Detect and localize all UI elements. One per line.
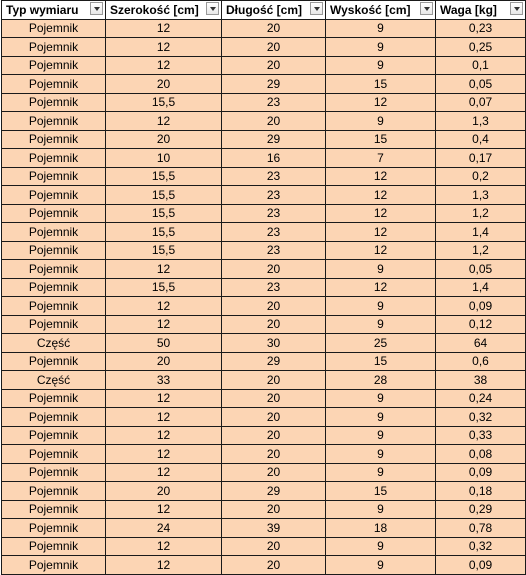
table-row: [2, 186, 526, 205]
cell-szerokosc[interactable]: 12: [106, 500, 222, 519]
cell-dlugosc[interactable]: 20: [222, 112, 326, 131]
cell-typ-wymiaru[interactable]: Pojemnik: [2, 149, 106, 168]
table-row: [2, 167, 526, 186]
cell-szerokosc[interactable]: 15,5: [106, 241, 222, 260]
cell-wyskosc[interactable]: 9: [326, 19, 436, 38]
cell-waga[interactable]: 0,05: [436, 75, 526, 94]
cell-dlugosc[interactable]: 23: [222, 223, 326, 242]
table-row: [2, 93, 526, 112]
cell-wyskosc[interactable]: 9: [326, 408, 436, 427]
cell-wyskosc[interactable]: 9: [326, 537, 436, 556]
cell-dlugosc[interactable]: 30: [222, 334, 326, 353]
cell-typ-wymiaru[interactable]: Pojemnik: [2, 556, 106, 575]
cell-waga[interactable]: 1,3: [436, 186, 526, 205]
cell-szerokosc[interactable]: 12: [106, 463, 222, 482]
cell-waga[interactable]: 0,32: [436, 408, 526, 427]
filter-dropdown-icon[interactable]: [90, 2, 103, 15]
cell-dlugosc[interactable]: 20: [222, 371, 326, 390]
cell-szerokosc[interactable]: 12: [106, 315, 222, 334]
cell-dlugosc[interactable]: 23: [222, 167, 326, 186]
cell-dlugosc[interactable]: 20: [222, 315, 326, 334]
cell-typ-wymiaru[interactable]: Pojemnik: [2, 519, 106, 538]
cell-wyskosc[interactable]: 9: [326, 389, 436, 408]
cell-wyskosc[interactable]: 15: [326, 352, 436, 371]
cell-typ-wymiaru[interactable]: Pojemnik: [2, 315, 106, 334]
cell-typ-wymiaru[interactable]: Pojemnik: [2, 260, 106, 279]
cell-waga[interactable]: 0,17: [436, 149, 526, 168]
cell-waga[interactable]: 0,07: [436, 93, 526, 112]
cell-wyskosc[interactable]: 7: [326, 149, 436, 168]
cell-waga[interactable]: 1,4: [436, 223, 526, 242]
cell-dlugosc[interactable]: 23: [222, 186, 326, 205]
column-header-wyskosc[interactable]: [326, 1, 436, 20]
cell-dlugosc[interactable]: 23: [222, 241, 326, 260]
cell-szerokosc[interactable]: 20: [106, 130, 222, 149]
cell-waga[interactable]: 1,4: [436, 278, 526, 297]
table-row: [2, 389, 526, 408]
filter-dropdown-icon[interactable]: [310, 2, 323, 15]
table-header: [2, 1, 526, 20]
cell-waga[interactable]: 0,4: [436, 130, 526, 149]
cell-dlugosc[interactable]: 20: [222, 389, 326, 408]
cell-dlugosc[interactable]: 20: [222, 19, 326, 38]
cell-typ-wymiaru[interactable]: Pojemnik: [2, 537, 106, 556]
cell-typ-wymiaru[interactable]: Pojemnik: [2, 482, 106, 501]
cell-typ-wymiaru[interactable]: Część: [2, 334, 106, 353]
cell-waga[interactable]: 38: [436, 371, 526, 390]
table-row: [2, 204, 526, 223]
cell-waga[interactable]: 0,08: [436, 445, 526, 464]
cell-typ-wymiaru[interactable]: Pojemnik: [2, 38, 106, 57]
column-header-label: Długość [cm]: [226, 2, 303, 17]
cell-szerokosc[interactable]: 12: [106, 408, 222, 427]
table-row: [2, 315, 526, 334]
cell-szerokosc[interactable]: 15,5: [106, 93, 222, 112]
cell-waga[interactable]: 0,09: [436, 463, 526, 482]
cell-waga[interactable]: 0,78: [436, 519, 526, 538]
table-row: [2, 38, 526, 57]
cell-wyskosc[interactable]: 12: [326, 167, 436, 186]
cell-typ-wymiaru[interactable]: Pojemnik: [2, 463, 106, 482]
cell-dlugosc[interactable]: 20: [222, 556, 326, 575]
cell-typ-wymiaru[interactable]: Pojemnik: [2, 297, 106, 316]
cell-szerokosc[interactable]: 20: [106, 482, 222, 501]
cell-szerokosc[interactable]: 12: [106, 297, 222, 316]
filter-dropdown-icon[interactable]: [510, 2, 523, 15]
cell-dlugosc[interactable]: 20: [222, 426, 326, 445]
header-row: [2, 1, 526, 20]
table-row: [2, 352, 526, 371]
cell-typ-wymiaru[interactable]: Pojemnik: [2, 56, 106, 75]
cell-typ-wymiaru[interactable]: Pojemnik: [2, 93, 106, 112]
table-row: [2, 519, 526, 538]
cell-waga[interactable]: 0,29: [436, 500, 526, 519]
cell-szerokosc[interactable]: 15,5: [106, 278, 222, 297]
cell-szerokosc[interactable]: 15,5: [106, 204, 222, 223]
table-row: [2, 334, 526, 353]
cell-wyskosc[interactable]: 9: [326, 426, 436, 445]
column-header-waga[interactable]: [436, 1, 526, 20]
cell-szerokosc[interactable]: 20: [106, 75, 222, 94]
column-header-label: Wyskość [cm]: [330, 2, 411, 17]
cell-wyskosc[interactable]: 9: [326, 315, 436, 334]
spreadsheet-table: [1, 0, 526, 575]
cell-wyskosc[interactable]: 28: [326, 371, 436, 390]
cell-szerokosc[interactable]: 12: [106, 537, 222, 556]
cell-szerokosc[interactable]: 50: [106, 334, 222, 353]
table-row: [2, 56, 526, 75]
cell-waga[interactable]: 0,05: [436, 260, 526, 279]
cell-typ-wymiaru[interactable]: Pojemnik: [2, 352, 106, 371]
table-row: [2, 463, 526, 482]
cell-dlugosc[interactable]: 29: [222, 130, 326, 149]
cell-szerokosc[interactable]: 12: [106, 556, 222, 575]
cell-dlugosc[interactable]: 20: [222, 38, 326, 57]
cell-wyskosc[interactable]: 9: [326, 260, 436, 279]
cell-wyskosc[interactable]: 9: [326, 445, 436, 464]
column-header-szerokosc[interactable]: [106, 1, 222, 20]
cell-szerokosc[interactable]: 12: [106, 38, 222, 57]
column-header-label: Typ wymiaru: [6, 2, 79, 17]
cell-dlugosc[interactable]: 29: [222, 75, 326, 94]
table-row: [2, 241, 526, 260]
cell-wyskosc[interactable]: 15: [326, 482, 436, 501]
cell-szerokosc[interactable]: 15,5: [106, 167, 222, 186]
cell-typ-wymiaru[interactable]: Pojemnik: [2, 241, 106, 260]
cell-szerokosc[interactable]: 12: [106, 426, 222, 445]
cell-typ-wymiaru[interactable]: Pojemnik: [2, 204, 106, 223]
cell-szerokosc[interactable]: 24: [106, 519, 222, 538]
column-header-label: Szerokość [cm]: [110, 2, 199, 17]
cell-typ-wymiaru[interactable]: Pojemnik: [2, 75, 106, 94]
cell-waga[interactable]: 0,24: [436, 389, 526, 408]
cell-wyskosc[interactable]: 9: [326, 38, 436, 57]
cell-dlugosc[interactable]: 20: [222, 537, 326, 556]
cell-wyskosc[interactable]: 9: [326, 556, 436, 575]
table-row: [2, 223, 526, 242]
cell-typ-wymiaru[interactable]: Pojemnik: [2, 408, 106, 427]
cell-dlugosc[interactable]: 29: [222, 482, 326, 501]
column-header-label: Waga [kg]: [440, 2, 497, 17]
cell-szerokosc[interactable]: 12: [106, 19, 222, 38]
cell-typ-wymiaru[interactable]: Pojemnik: [2, 167, 106, 186]
cell-dlugosc[interactable]: 23: [222, 93, 326, 112]
table-row: [2, 537, 526, 556]
cell-dlugosc[interactable]: 29: [222, 352, 326, 371]
cell-dlugosc[interactable]: 20: [222, 500, 326, 519]
cell-dlugosc[interactable]: 23: [222, 204, 326, 223]
cell-szerokosc[interactable]: 12: [106, 445, 222, 464]
cell-wyskosc[interactable]: 9: [326, 463, 436, 482]
cell-waga[interactable]: 0,1: [436, 56, 526, 75]
cell-typ-wymiaru[interactable]: Pojemnik: [2, 223, 106, 242]
cell-szerokosc[interactable]: 33: [106, 371, 222, 390]
table-row: [2, 112, 526, 131]
table-row: [2, 500, 526, 519]
cell-wyskosc[interactable]: 18: [326, 519, 436, 538]
cell-typ-wymiaru[interactable]: Pojemnik: [2, 426, 106, 445]
table-row: [2, 278, 526, 297]
table-row: [2, 408, 526, 427]
cell-dlugosc[interactable]: 20: [222, 408, 326, 427]
table-row: [2, 556, 526, 575]
cell-waga[interactable]: 0,32: [436, 537, 526, 556]
cell-wyskosc[interactable]: 12: [326, 93, 436, 112]
cell-dlugosc[interactable]: 20: [222, 445, 326, 464]
cell-waga[interactable]: 1,3: [436, 112, 526, 131]
cell-dlugosc[interactable]: 20: [222, 463, 326, 482]
cell-wyskosc[interactable]: 12: [326, 278, 436, 297]
table-row: [2, 445, 526, 464]
cell-waga[interactable]: 0,18: [436, 482, 526, 501]
cell-typ-wymiaru[interactable]: Część: [2, 371, 106, 390]
cell-typ-wymiaru[interactable]: Pojemnik: [2, 112, 106, 131]
cell-typ-wymiaru[interactable]: Pojemnik: [2, 500, 106, 519]
cell-waga[interactable]: 0,09: [436, 556, 526, 575]
cell-typ-wymiaru[interactable]: Pojemnik: [2, 445, 106, 464]
cell-waga[interactable]: 0,33: [436, 426, 526, 445]
cell-waga[interactable]: 0,6: [436, 352, 526, 371]
cell-wyskosc[interactable]: 25: [326, 334, 436, 353]
table-row: [2, 426, 526, 445]
cell-wyskosc[interactable]: 12: [326, 204, 436, 223]
cell-waga[interactable]: 1,2: [436, 241, 526, 260]
cell-dlugosc[interactable]: 20: [222, 260, 326, 279]
cell-waga[interactable]: 0,2: [436, 167, 526, 186]
table-row: [2, 297, 526, 316]
cell-waga[interactable]: 64: [436, 334, 526, 353]
cell-wyskosc[interactable]: 9: [326, 112, 436, 131]
column-header-dlugosc[interactable]: [222, 1, 326, 20]
cell-szerokosc[interactable]: 15,5: [106, 186, 222, 205]
cell-dlugosc[interactable]: 20: [222, 56, 326, 75]
cell-waga[interactable]: 0,23: [436, 19, 526, 38]
cell-wyskosc[interactable]: 9: [326, 500, 436, 519]
cell-typ-wymiaru[interactable]: Pojemnik: [2, 19, 106, 38]
cell-wyskosc[interactable]: 12: [326, 186, 436, 205]
cell-szerokosc[interactable]: 12: [106, 389, 222, 408]
cell-szerokosc[interactable]: 12: [106, 56, 222, 75]
cell-typ-wymiaru[interactable]: Pojemnik: [2, 389, 106, 408]
cell-szerokosc[interactable]: 15,5: [106, 223, 222, 242]
cell-waga[interactable]: 1,2: [436, 204, 526, 223]
cell-typ-wymiaru[interactable]: Pojemnik: [2, 278, 106, 297]
table-body: [2, 19, 526, 574]
cell-dlugosc[interactable]: 23: [222, 278, 326, 297]
cell-waga[interactable]: 0,09: [436, 297, 526, 316]
cell-dlugosc[interactable]: 39: [222, 519, 326, 538]
filter-dropdown-icon[interactable]: [420, 2, 433, 15]
table-row: [2, 149, 526, 168]
cell-wyskosc[interactable]: 15: [326, 75, 436, 94]
table-row: [2, 75, 526, 94]
cell-dlugosc[interactable]: 20: [222, 297, 326, 316]
table-row: [2, 19, 526, 38]
cell-szerokosc[interactable]: 12: [106, 112, 222, 131]
table-row: [2, 260, 526, 279]
cell-szerokosc[interactable]: 12: [106, 260, 222, 279]
cell-szerokosc[interactable]: 20: [106, 352, 222, 371]
cell-typ-wymiaru[interactable]: Pojemnik: [2, 186, 106, 205]
cell-wyskosc[interactable]: 12: [326, 241, 436, 260]
column-header-typ-wymiaru[interactable]: [2, 1, 106, 20]
table-row: [2, 130, 526, 149]
cell-wyskosc[interactable]: 9: [326, 56, 436, 75]
filter-dropdown-icon[interactable]: [206, 2, 219, 15]
cell-dlugosc[interactable]: 16: [222, 149, 326, 168]
cell-szerokosc[interactable]: 10: [106, 149, 222, 168]
cell-waga[interactable]: 0,12: [436, 315, 526, 334]
cell-wyskosc[interactable]: 9: [326, 297, 436, 316]
cell-wyskosc[interactable]: 12: [326, 223, 436, 242]
cell-wyskosc[interactable]: 15: [326, 130, 436, 149]
cell-waga[interactable]: 0,25: [436, 38, 526, 57]
table-row: [2, 482, 526, 501]
cell-typ-wymiaru[interactable]: Pojemnik: [2, 130, 106, 149]
table-row: [2, 371, 526, 390]
